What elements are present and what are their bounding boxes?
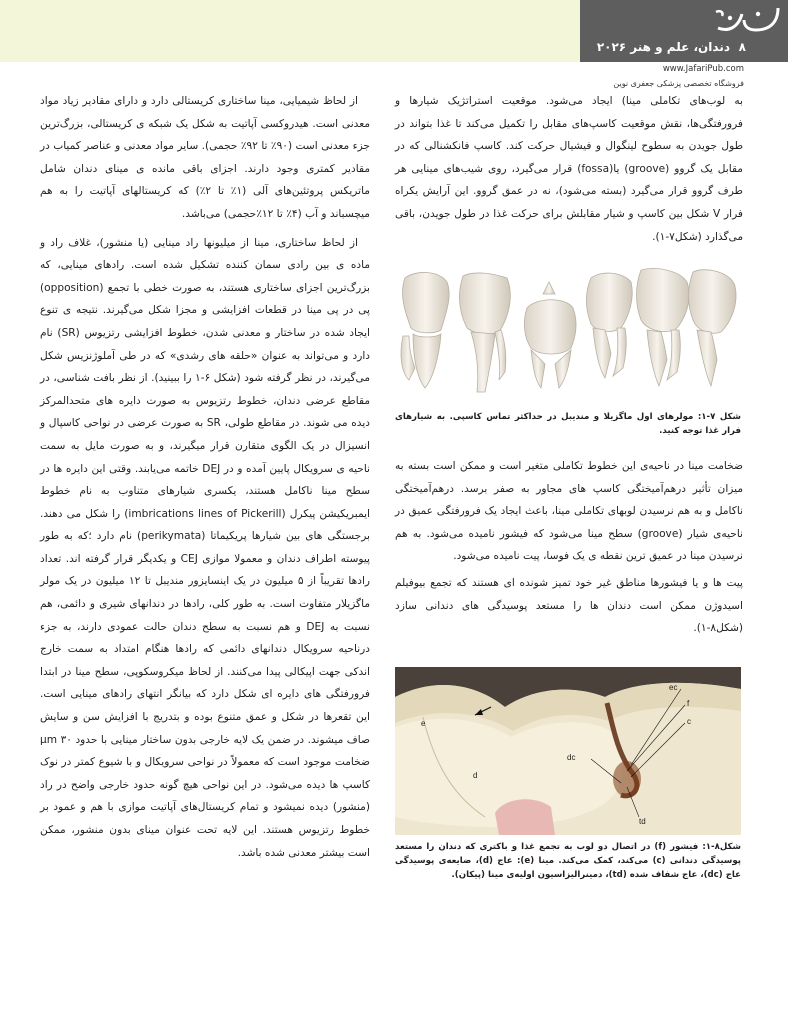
- label-f: f: [687, 699, 690, 708]
- label-c: c: [687, 717, 691, 726]
- jafari-logo-icon: [708, 4, 784, 38]
- label-e: e: [421, 719, 426, 728]
- label-d: d: [473, 771, 478, 780]
- logo-title: دندان، علم و هنر ۲۰۲۶: [596, 40, 730, 54]
- right-column-middle: [395, 455, 743, 640]
- left-column: [40, 90, 370, 864]
- fissure-micrograph: [395, 667, 741, 835]
- label-td: td: [639, 817, 646, 826]
- paragraph: به لوب‌های تکاملی مینا) ایجاد می‌شود. موقعیت استراتژیک شیارها و فرورفتگی‌ها، نقش موقعیت کاسپ‌های مقابل را تکمیل می‌کند تا غذا بتواند در طول جویدن به سطوح لینگوال و فیشیال حرکت کند. کاسپ فانکشنالی که در مقابل یک گروو (groove) یا(fossa) قرار می‌گیرد، روی شیب‌های مینایی هر طرف گروو قرار می‌گیرد (بسته می‌شود)، نه در عمق گروو. این آرایش یکراه فرار V شکل بین کاسپ و شیار مقابلش برای حرکت غذا در طول جویدن، باقی می‌گذارد (شکل۷-۱).: [395, 95, 743, 243]
- paragraph: از لحاظ شیمیایی، مینا ساختاری کریستالی دارد و دارای مقادیر زیاد مواد معدنی است. هیدروکسی آپاتیت به شکل یک شبکه ی کریستالی، بزرگ‌ترین جزء معدنی است (۹۰٪ تا ۹۲٪ حجمی). سایر مواد معدنی و عناصر کمیاب در مقادیر کمتری وجود دارند. اجزای باقی مانده ی مینای دندان شامل ماتریکس پروتئین‌های آلی (۱٪ تا ۲٪) که کریستالهای آپاتیت را به هم میچسباند و آب (۴٪ تا ۱۲٪حجمی) می‌باشد.: [40, 95, 370, 220]
- label-ec: ec: [669, 683, 678, 692]
- molars-illustration: [395, 268, 741, 404]
- figure-1-caption: شکل ۷-۱: مولرهای اول ماگزیلا و مندیبل در حداکثر تماس کاسپی. به شیارهای فرار غذا توجه کنید.: [395, 412, 741, 436]
- label-dc: dc: [567, 753, 576, 762]
- store-subtitle: فروشگاه تخصصی پزشکی جعفری نوین: [613, 79, 744, 88]
- paragraph: ضخامت مینا در ناحیه‌ی این خطوط تکاملی متغیر است و ممکن است بسته به میزان تأثیر درهم‌آمیختگی کاسپ های مجاور به صفر برسد. درهم‌آمیختگی ناکامل و به هم نرسیدن لوبهای تکاملی مینا، باعث ایجاد یک فرورفتگی عمیق در ناحیه‌ی شیار (groove) سطح مینا می‌شود که فیشور نامیده می‌شود. به هم نرسیدن مینا در عمیق ترین نقطه ی یک فوسا، پیت نامیده می‌شود.: [395, 460, 743, 563]
- tooth-4: [587, 273, 633, 378]
- paragraph: پیت ها و یا فیشورها مناطق غیر خود تمیز شونده ای هستند که تجمع بیوفیلم اسیدوژن ممکن است دندان ها را مستعد پوسیدگی های دندانی سازد (شکل۸-۱).: [395, 576, 743, 635]
- paragraph: از لحاظ ساختاری، مینا از میلیونها راد مینایی (یا منشور)، غلاف راد و ماده ی بین رادی سمان کننده تشکیل شده است. رادهای مینایی، که بزرگ‌ترین اجزای ساختاری هستند، به صورت خطی با تجمع (opposition) پی در پی مینا در قطعات افزایشی و مجزا شکل می‌گیرند. نتیجه ی تنوع ایجاد شده در ساختار و معدنی شدن، خطوط افزایشی رتزیوس (SR) نام دارد و می‌تواند به عنوان «حلقه های رشدی» که در طی آملوژنزیس شکل می‌گیرند، در نظر گرفته شود (شکل ۶-۱ را ببینید). از نظر بافت شناسی، در مقاطع عرضی دندان، خطوط رتزیوس به صورت دایره های متحدالمرکز دیده می شوند. در مقاطع طولی، SR به صورت عرضی در نواحی کاسپال و انسیزال در یک الگوی متقارن قرار میگیرند، و به صورت مایل به سمت ناحیه ی سرویکال پایین آمده و در DEJ خاتمه می‌یابند. وقتی این دایره ها در سطح مینا ناکامل هستند، یکسری شیارهای متناوب به نام خطوط ایمبریکیشن پیکرل (imbrications lines of Pickerill) را شکل می دهند. برجستگی های بین شیارها پریکیماتا (perikymata) نام دارد ؛که به طور پیوسته اطراف دندان و معمولا موازی CEJ و یکدیگر قرار گرفته اند. تعداد رادها تقریباً از ۵ میلیون در یک اینسایزور مندیبل تا ۱۲ میلیون در یک مولر ماگزیلار متفاوت است. به طور کلی، رادها در دندانهای شیری و دائمی، هم نسبت به DEJ و هم نسبت به سطح دندان حالت عمودی دارند، به جزء درناحیه سرویکال دندانهای دائمی که رادها هنگام امتداد به سمت خارج اندکی جهت اپیکالی پیدا می‌کنند. از لحاظ میکروسکوپی، سطح مینا در ابتدا فرورفتگی های دایره ای شکل دارد که بیانگر انتهای رادهای مینایی است. این تقعرها در شکل و عمق متنوع بوده و بتدریج با افزایش سن و سایش صاف میشوند. در ضمن یک لایه خارجی بدون ساختار مینایی با حدود ۳۰ μm ضخامت موجود است که معمولاً در نواحی سرویکال و با شیوع کمتر در نوک کاسپ ها دیده می‌شود. در این نواحی هیچ گونه حدود خارجی واضح در راد (منشور) دیده نمیشود و تمام کریستال‌های آپاتیت موازی با هم و عمود بر خطوط رتزیوس هستند. این لایه تحت عنوان مینای بدون منشور، ممکن است بیشتر معدنی شده باشد.: [40, 236, 371, 859]
- figure-fissure-section: [395, 667, 741, 835]
- header-band: [0, 0, 580, 62]
- figure-molars: [395, 268, 741, 404]
- right-column: [395, 90, 743, 248]
- tooth-1: [401, 272, 449, 388]
- page-number: ۸: [738, 40, 746, 54]
- tooth-3: [524, 282, 576, 388]
- figure-2-caption: شکل۸-۱: فیشور (f) در اتصال دو لوب به تجمع غذا و باکتری که دندان را مستعد پوسیدگی دندانی (c) می‌کند، کمک می‌کند. مینا (e): عاج (d)، ضایعه‌ی پوسیدگی عاج (dc)، عاج شفاف شده (td)، دمینرالیزاسیون اولیه‌ی مینا (پیکان).: [395, 842, 741, 880]
- tooth-6: [689, 270, 737, 386]
- tooth-5: [637, 269, 690, 387]
- site-url[interactable]: www.JafariPub.com: [662, 64, 744, 74]
- tooth-2: [460, 273, 511, 392]
